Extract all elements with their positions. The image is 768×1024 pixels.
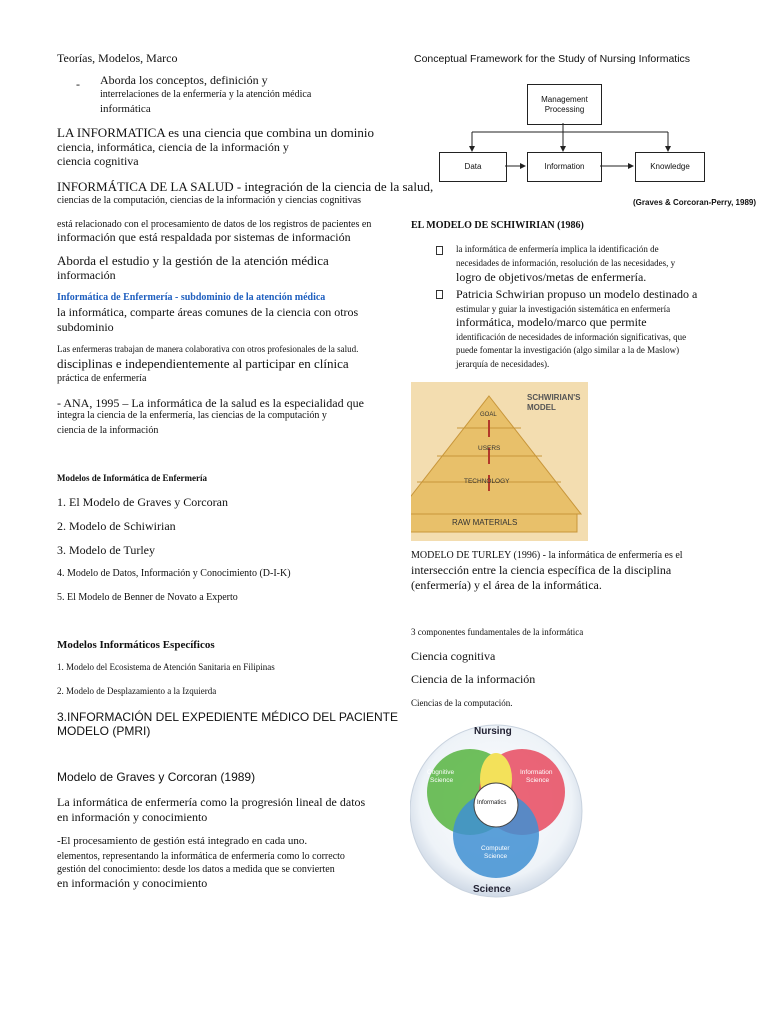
schiwirian-b1-line1: la informática de enfermería implica la identificación de [456, 244, 659, 254]
informatica-def-line2: ciencia, informática, ciencia de la información y [57, 140, 289, 154]
management-processing-label: Management Processing [541, 94, 588, 114]
turley-text-line1: MODELO DE TURLEY (1996) - la informática de enfermería es el [411, 550, 683, 561]
schiwirian-b2-line1: Patricia Schwirian propuso un modelo destinado a [456, 287, 698, 301]
bullet-box-icon [436, 290, 443, 299]
specific-model-item: 2. Modelo de Desplazamiento a la Izquierda [57, 686, 217, 696]
specific-models-title: Modelos Informáticos Específicos [57, 639, 215, 651]
model-item: 1. El Modelo de Graves y Corcoran [57, 495, 228, 509]
graves-text-line4: elementos, representando la informática de enfermería como lo correcto [57, 851, 345, 862]
venn-computer-label-line2: Science [484, 853, 508, 860]
schiwirian-b2-line2: estimular y guiar la investigación sistemática en enfermería [456, 304, 671, 314]
data-label: Data [464, 162, 482, 172]
schiwirian-title: EL MODELO DE SCHIWIRIAN (1986) [411, 220, 584, 231]
schiwirian-b2-line5: puede fomentar la investigación (algo similar a la de Maslow) [456, 345, 680, 355]
framework-citation: (Graves & Corcoran-Perry, 1989) [633, 198, 757, 207]
schiwirian-b1-line2: necesidades de información, resolución de las necesidades, y [456, 258, 676, 268]
salud-def-line1: INFORMÁTICA DE LA SALUD - integración de la ciencia de la salud, [57, 179, 434, 194]
schiwirian-b2-line6: jerarquía de necesidades). [456, 359, 550, 369]
pyramid-technology-label: TECHNOLOGY [464, 478, 510, 485]
ana-text-line2: integra la ciencia de la enfermería, las ciencias de la computación y [57, 410, 327, 421]
schiwirian-b2-line3: informática, modelo/marco que permite [456, 315, 647, 329]
pmri-heading-line2: MODELO (PMRI) [57, 724, 151, 738]
information-label: Information [544, 162, 585, 172]
section-heading: Teorías, Modelos, Marco [57, 51, 178, 65]
intro-text-line1: Aborda los conceptos, definición y [100, 73, 268, 87]
graves-title: Modelo de Graves y Corcoran (1989) [57, 770, 256, 784]
informatica-def-line3: ciencia cognitiva [57, 154, 139, 168]
component-item: Ciencia de la información [411, 672, 536, 686]
pyramid-raw-materials-label: RAW MATERIALS [452, 518, 518, 527]
venn-cognitive-label-line2: Science [430, 777, 454, 784]
venn-computer-label-line1: Computer [481, 845, 510, 852]
venn-cognitive-label-line1: Cognitive [427, 769, 455, 776]
component-item: Ciencia cognitiva [411, 649, 496, 663]
graves-text-line2: en información y conocimiento [57, 810, 208, 824]
intro-text-line2: interrelaciones de la enfermería y la atención médica [100, 89, 312, 100]
framework-connectors [430, 118, 720, 162]
model-item: 3. Modelo de Turley [57, 543, 156, 557]
pyramid-users-label: USERS [478, 445, 501, 452]
framework-flow-arrows [500, 160, 640, 174]
ana-text-line1: - ANA, 1995 – La informática de la salud es la especialidad que [57, 396, 364, 410]
registro-text-line2: información que está respaldada por sistemas de información [57, 230, 351, 244]
model-item: 2. Modelo de Schiwirian [57, 519, 176, 533]
venn-center-label: Informatics [477, 800, 507, 806]
enfermeria-subtitle: Informática de Enfermería - subdominio de la atención médica [57, 292, 326, 303]
model-item: 4. Modelo de Datos, Información y Conocimiento (D-I-K) [57, 568, 291, 579]
pyramid-goal-label: GOAL [480, 412, 497, 418]
venn-information-label-line1: Information [520, 769, 553, 776]
ana-text-line3: ciencia de la información [57, 425, 159, 436]
intro-text-line3: informática [100, 103, 151, 115]
graves-text-line6: en información y conocimiento [57, 876, 208, 890]
bullet-box-icon [436, 246, 443, 255]
graves-text-line5: gestión del conocimiento: desde los datos a medida que se convierten [57, 864, 335, 875]
collab-text-line3: práctica de enfermería [57, 373, 147, 384]
aborda-text-line2: información [57, 268, 116, 282]
venn-nursing-label: Nursing [474, 726, 512, 737]
framework-title: Conceptual Framework for the Study of Nursing Informatics [414, 53, 691, 65]
component-item: Ciencias de la computación. [411, 698, 513, 708]
enfermeria-text-line1: la informática, comparte áreas comunes de la ciencia con otros [57, 305, 359, 319]
components-title: 3 componentes fundamentales de la informática [411, 627, 584, 637]
venn-science-label: Science [473, 884, 511, 895]
collab-text-line2: disciplinas e independientemente al participar en clínica [57, 356, 349, 371]
turley-text-line2: intersección entre la ciencia específica de la disciplina [411, 563, 672, 577]
model-item: 5. El Modelo de Benner de Novato a Experto [57, 592, 238, 603]
specific-model-item: 1. Modelo del Ecosistema de Atención Sanitaria en Filipinas [57, 662, 275, 672]
graves-text-line1: La informática de enfermería como la progresión lineal de datos [57, 795, 366, 809]
schwirian-pyramid-figure [411, 382, 588, 541]
pmri-heading-line1: 3.INFORMACIÓN DEL EXPEDIENTE MÉDICO DEL PACIENTE [57, 710, 398, 724]
aborda-text-line1: Aborda el estudio y la gestión de la atención médica [57, 253, 329, 268]
registro-text-line1: está relacionado con el procesamiento de datos de los registros de pacientes en [57, 219, 372, 230]
schiwirian-b1-line3: logro de objetivos/metas de enfermería. [456, 270, 647, 284]
pyramid-title-line2: MODEL [527, 403, 556, 412]
collab-text-line1: Las enfermeras trabajan de manera colaborativa con otros profesionales de la salud. [57, 344, 359, 354]
dash-marker: - [76, 77, 80, 91]
knowledge-label: Knowledge [650, 162, 690, 172]
informatics-venn-figure [410, 719, 583, 900]
turley-text-line3: (enfermería) y el área de la informática. [411, 578, 602, 592]
salud-def-line2: ciencias de la computación, ciencias de la información y ciencias cognitivas [57, 195, 362, 206]
schiwirian-b2-line4: identificación de necesidades de información significativas, que [456, 332, 687, 342]
venn-graphic [410, 719, 583, 900]
graves-text-line3: -El procesamiento de gestión está integrado en cada uno. [57, 835, 308, 847]
models-title: Modelos de Informática de Enfermería [57, 473, 207, 483]
venn-information-label-line2: Science [526, 777, 550, 784]
pyramid-title-line1: SCHWIRIAN'S [527, 393, 581, 402]
informatica-def-line1: LA INFORMATICA es una ciencia que combina un dominio [57, 125, 375, 140]
enfermeria-text-line2: subdominio [57, 320, 114, 334]
